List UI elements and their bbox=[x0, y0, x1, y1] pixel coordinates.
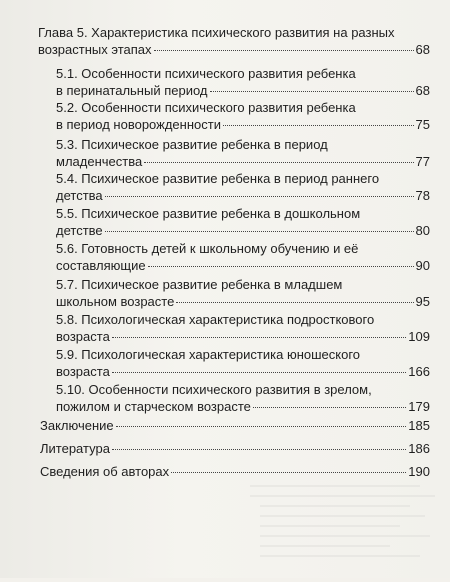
toc-page-number: 179 bbox=[408, 399, 430, 414]
toc-entry-title-line1: Глава 5. Характеристика психического развития на разных bbox=[38, 25, 395, 40]
toc-entry-title-line2: школьном возрасте bbox=[56, 294, 175, 309]
toc-entry-title-line1: 5.8. Психологическая характеристика подросткового bbox=[56, 312, 375, 327]
toc-entry-title-line2: возраста bbox=[56, 364, 110, 379]
dot-leader bbox=[253, 407, 406, 408]
toc-entry-title-line1: 5.3. Психическое развитие ребенка в период bbox=[56, 137, 328, 152]
toc-page-number: 78 bbox=[415, 188, 430, 203]
toc-page-number: 75 bbox=[415, 117, 430, 132]
toc-entry-title-line1: 5.10. Особенности психического развития в зрелом, bbox=[56, 382, 372, 397]
toc-page-number: 186 bbox=[408, 441, 430, 456]
toc-entry-title-line1: 5.9. Психологическая характеристика юношеского bbox=[56, 347, 361, 362]
toc-entry-title-line1: 5.4. Психическое развитие ребенка в период раннего bbox=[56, 171, 380, 186]
toc-page-number: 185 bbox=[408, 418, 430, 433]
toc-entry-5-3[interactable] bbox=[56, 136, 430, 170]
dot-leader bbox=[223, 125, 414, 126]
toc-page-number: 77 bbox=[415, 154, 430, 169]
dot-leader bbox=[112, 372, 406, 373]
toc-page-number: 190 bbox=[408, 464, 430, 479]
toc-entry-title-line1: 5.1. Особенности психического развития ребенка bbox=[56, 66, 356, 81]
toc-entry-5-10[interactable] bbox=[56, 381, 430, 415]
toc-entry-title-line2: детстве bbox=[56, 223, 103, 238]
toc-entry-title-line2: младенчества bbox=[56, 154, 143, 169]
dot-leader bbox=[148, 266, 414, 267]
toc-page-number: 80 bbox=[415, 223, 430, 238]
toc-entry-title: Сведения об авторах bbox=[40, 464, 170, 479]
toc-entry-5-7[interactable] bbox=[56, 276, 430, 310]
toc-entry-5-5[interactable] bbox=[56, 205, 430, 239]
bleed-lines bbox=[250, 478, 450, 578]
toc-entry-title-line2: пожилом и старческом возрасте bbox=[56, 399, 251, 414]
dot-leader bbox=[210, 91, 414, 92]
toc-entry-5-6[interactable] bbox=[56, 240, 430, 274]
toc-entry-title: Заключение bbox=[40, 418, 114, 433]
dot-leader bbox=[112, 337, 406, 338]
toc-entry-title-line2: составляющие bbox=[56, 258, 146, 273]
toc-entry-title-line2: возрастных этапах bbox=[38, 42, 152, 57]
toc-entry-5-8[interactable] bbox=[56, 311, 430, 345]
toc-entry-5-1[interactable] bbox=[56, 65, 430, 99]
dot-leader bbox=[144, 162, 413, 163]
toc-entry-5-9[interactable] bbox=[56, 346, 430, 380]
toc-entry-title-line2: возраста bbox=[56, 329, 110, 344]
toc-entry-title-line1: 5.7. Психическое развитие ребенка в младшем bbox=[56, 277, 343, 292]
toc-page-number: 109 bbox=[408, 329, 430, 344]
toc-entry-title-line1: 5.6. Готовность детей к школьному обучению и её bbox=[56, 241, 359, 256]
toc-page-number: 90 bbox=[415, 258, 430, 273]
show-through-text bbox=[250, 478, 450, 578]
toc-entry-title: Литература bbox=[40, 441, 110, 456]
dot-leader bbox=[116, 426, 407, 427]
toc-page-number: 166 bbox=[408, 364, 430, 379]
toc-entry-literature[interactable] bbox=[40, 440, 430, 457]
dot-leader bbox=[154, 50, 414, 51]
toc-page-number: 95 bbox=[415, 294, 430, 309]
toc-entry-title-line1: 5.5. Психическое развитие ребенка в дошкольном bbox=[56, 206, 361, 221]
dot-leader bbox=[105, 196, 414, 197]
toc-entry-5-2[interactable] bbox=[56, 99, 430, 133]
toc-entry-title-line2: в период новорожденности bbox=[56, 117, 221, 132]
dot-leader bbox=[112, 449, 406, 450]
toc-entry-5-4[interactable] bbox=[56, 170, 430, 204]
toc-entry-title-line2: детства bbox=[56, 188, 103, 203]
toc-entry-chapter-5[interactable] bbox=[38, 24, 430, 58]
dot-leader bbox=[176, 302, 413, 303]
toc-entry-conclusion[interactable] bbox=[40, 417, 430, 434]
toc-entry-title-line1: 5.2. Особенности психического развития ребенка bbox=[56, 100, 356, 115]
toc-page-number: 68 bbox=[415, 83, 430, 98]
toc-entry-title-line2: в перинатальный период bbox=[56, 83, 208, 98]
dot-leader bbox=[171, 472, 406, 473]
dot-leader bbox=[105, 231, 414, 232]
toc-page-number: 68 bbox=[415, 42, 430, 57]
